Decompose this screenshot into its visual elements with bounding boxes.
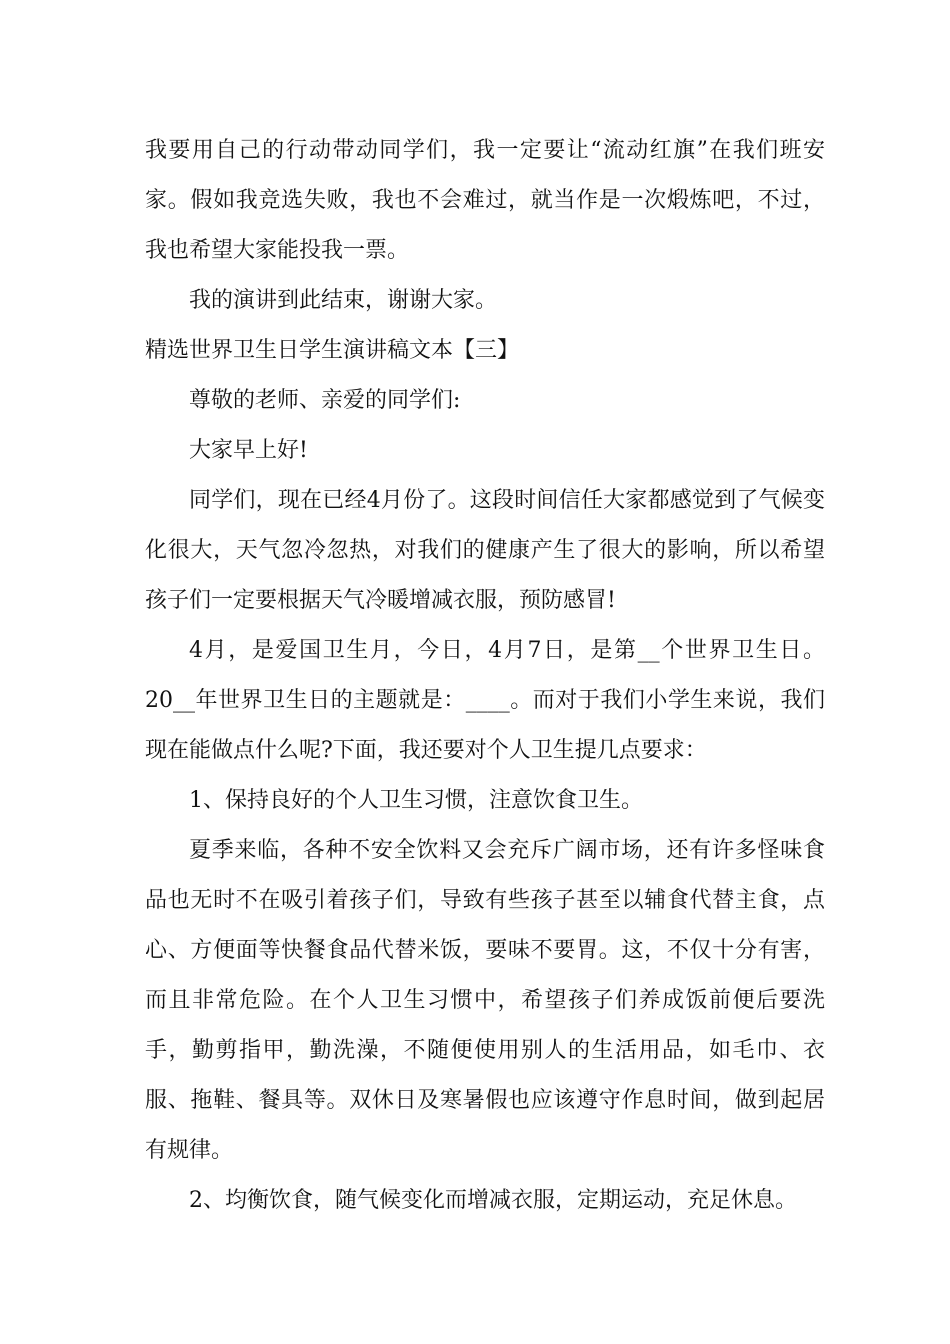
paragraph-continuation: 我要用自己的行动带动同学们，我一定要让“流动红旗”在我们班安家。假如我竞选失败，我也不会难过，就当作是一次煅炼吧，不过，我也希望大家能投我一票。 (145, 138, 825, 263)
section-heading: 精选世界卫生日学生演讲稿文本【三】 (145, 338, 520, 363)
paragraph-summer-food: 夏季来临，各种不安全饮料又会充斥广阔市场，还有许多怪味食品也无时不在吸引着孩子们，导致有些孩子甚至以辅食代替主食，点心、方便面等快餐食品代替米饭，要味不要胃。这，不仅十分有害，而且非常危险。在个人卫生习惯中，希望孩子们养成饭前便后要洗手，勤剪指甲，勤洗澡，不随便使用别人的生活用品，如毛巾、衣服、拖鞋、餐具等。双休日及寒暑假也应该遵守作息时间，做到起居有规律。 (145, 838, 825, 1163)
paragraph-closing: 我的演讲到此结束，谢谢大家。 (189, 288, 498, 313)
paragraph-point-2: 2、均衡饮食，随气候变化而增减衣服，定期运动，充足休息。 (189, 1188, 797, 1213)
paragraph-health-day: 4月，是爱国卫生月，今日，4月7日，是第__个世界卫生日。20__年世界卫生日的主题就是：____。而对于我们小学生来说，我们现在能做点什么呢?下面，我还要对个人卫生提几点要求： (145, 638, 825, 763)
paragraph-greeting: 大家早上好! (189, 438, 308, 463)
document-body (145, 126, 825, 1226)
paragraph-point-1: 1、保持良好的个人卫生习惯，注意饮食卫生。 (189, 788, 643, 813)
paragraph-weather: 同学们，现在已经4月份了。这段时间信任大家都感觉到了气候变化很大，天气忽冷忽热，对我们的健康产生了很大的影响，所以希望孩子们一定要根据天气冷暖增减衣服，预防感冒! (145, 488, 825, 613)
paragraph-salutation: 尊敬的老师、亲爱的同学们: (189, 388, 461, 413)
